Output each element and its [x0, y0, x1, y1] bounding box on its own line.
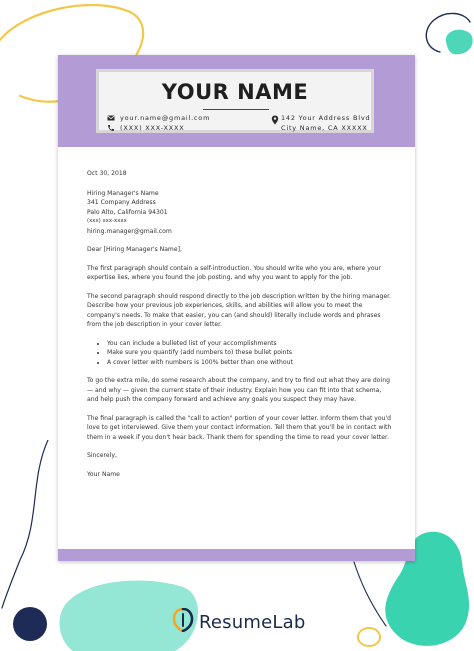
decorative-navy-curve-left: [0, 440, 58, 610]
list-item: • You can include a bulleted list of your accomplishments: [107, 339, 392, 349]
address-line-1: 142 Your Address Blvd: [281, 114, 371, 122]
footer-band: [58, 549, 415, 561]
name-divider: [203, 109, 269, 110]
paragraph-research: To go the extra mile, do some research about the company, and try to find out what they are doing — and why — given the current state of their industry. Explain how you can fit into that schema, and help push the company forward and achieve any goals you suspect they may have.: [87, 377, 390, 403]
decorative-navy-curve-right: [350, 560, 390, 630]
applicant-name: YOUR NAME: [161, 80, 309, 104]
decorative-navy-circle: [12, 606, 48, 642]
email-icon: [107, 114, 115, 122]
salutation: Dear [Hiring Manager's Name],: [87, 246, 182, 253]
contact-right: [271, 113, 370, 133]
letter-body: [87, 169, 392, 479]
email-row: [107, 113, 210, 123]
recipient-name: Hiring Manager's Name: [87, 189, 159, 197]
cover-letter-page: [58, 55, 415, 561]
email-text: your.name@gmail.com: [120, 114, 211, 122]
paragraph-experience: The second paragraph should respond directly to the job description written by the hiring manager. Describe how your previous job experiences, skills, and abilities will allow you to meet the company's needs. To make that easier, you can (and should) literally include words and phrases from the job description in your cover letter.: [87, 292, 391, 328]
recipient-address-1: 341 Company Address: [87, 199, 156, 206]
logo-wordmark: [199, 612, 305, 633]
signature: Your Name: [87, 470, 120, 478]
resumelab-logo: [172, 609, 305, 635]
recipient-email: hiring.manager@gmail.com: [87, 227, 172, 235]
contact-left: [107, 113, 210, 133]
address-lines: [271, 113, 370, 133]
phone-row: [107, 123, 210, 133]
recipient-phone: (xxx) xxx-xxxx: [87, 218, 127, 224]
paragraph-call-to-action: The final paragraph is called the "call to action" portion of your cover letter. Inform them that you'd love to get interviewed. Give them your contact information. Tell them that you'll be in contact with them in a week if you don't hear back. Thank them for spending the time to read your cover letter.: [87, 414, 392, 441]
logo-wordmark-lab: Lab: [272, 611, 306, 633]
decorative-teal-splash-top: [440, 26, 474, 56]
location-pin-icon: [271, 115, 279, 123]
recipient-address-2: Palo Alto, California 94301: [87, 208, 168, 216]
address-line-2: City Name, CA XXXXX: [281, 124, 368, 132]
header-name-box: [96, 69, 374, 133]
logo-wordmark-resume: Resume: [199, 611, 273, 633]
paragraph-intro: The first paragraph should contain a self-introduction. You should write who you are, where your expertise lies, where you found the job posting, and why you want to apply for the job.: [87, 264, 381, 281]
decorative-navy-scribble: [418, 8, 474, 58]
phone-text: (XXX) XXX-XXXX: [120, 124, 185, 132]
list-item: • A cover letter with numbers is 100% better than one without: [107, 358, 392, 368]
decorative-yellow-ring: [354, 622, 384, 651]
letter-date: Oct 30, 2018: [87, 170, 127, 177]
resumelab-mark-icon: [172, 608, 194, 636]
header-band: [58, 55, 415, 147]
closing: Sincerely,: [87, 452, 117, 459]
phone-icon: [107, 124, 115, 132]
list-item: • Make sure you quantify (add numbers to) these bullet points: [107, 348, 392, 358]
accomplishments-list: [87, 339, 392, 368]
